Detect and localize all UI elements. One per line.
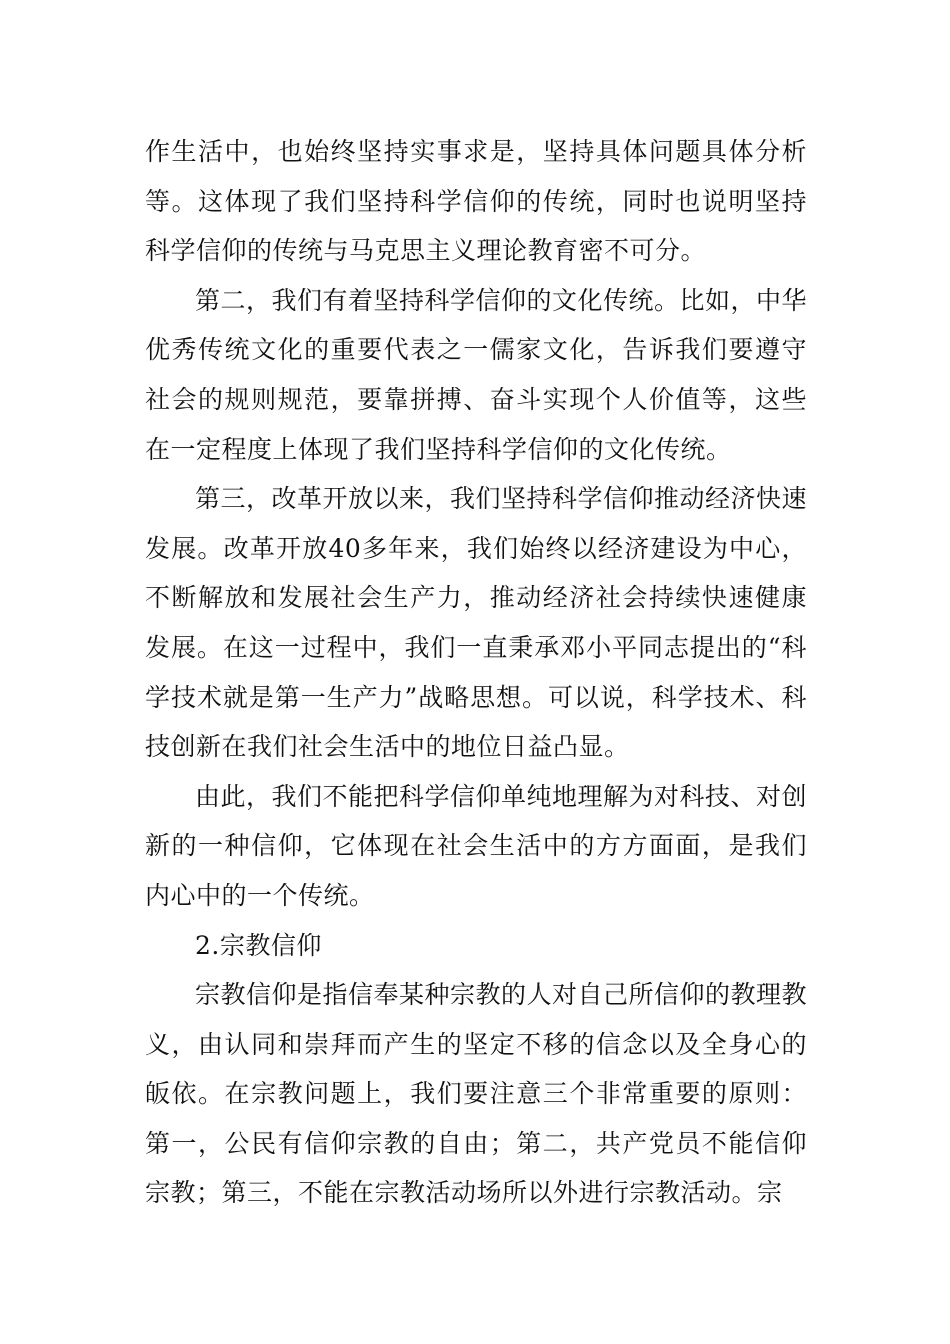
paragraph-third-reform: 第三，改革开放以来，我们坚持科学信仰推动经济快速发展。改革开放40多年来，我们始终以经济建设为中心，不断解放和发展社会生产力，推动经济社会持续快速健康发展。在这一过程中，我们一直秉承邓小平同志提出的“科学技术就是第一生产力”战略思想。可以说，科学技术、科技创新在我们社会生活中的地位日益凸显。 (145, 484, 808, 762)
paragraph-conclusion: 由此，我们不能把科学信仰单纯地理解为对科技、对创新的一种信仰，它体现在社会生活中的方方面面，是我们内心中的一个传统。 (145, 781, 808, 910)
section-heading: 2.宗教信仰 (195, 930, 322, 960)
paragraph-second-tradition: 第二，我们有着坚持科学信仰的文化传统。比如，中华优秀传统文化的重要代表之一儒家文化，告诉我们要遵守社会的规则规范，要靠拼搏、奋斗实现个人价值等，这些在一定程度上体现了我们坚持科学信仰的文化传统。 (145, 285, 808, 464)
document-body (145, 127, 807, 1218)
paragraph-continuation: 作生活中，也始终坚持实事求是，坚持具体问题具体分析等。这体现了我们坚持科学信仰的传统，同时也说明坚持科学信仰的传统与马克思主义理论教育密不可分。 (145, 137, 807, 266)
paragraph-religious-belief: 宗教信仰是指信奉某种宗教的人对自己所信仰的教理教义，由认同和崇拜而产生的坚定不移的信念以及全身心的皈依。在宗教问题上，我们要注意三个非常重要的原则：第一，公民有信仰宗教的自由；第二，共产党员不能信仰宗教；第三，不能在宗教活动场所以外进行宗教活动。宗 (145, 980, 808, 1208)
